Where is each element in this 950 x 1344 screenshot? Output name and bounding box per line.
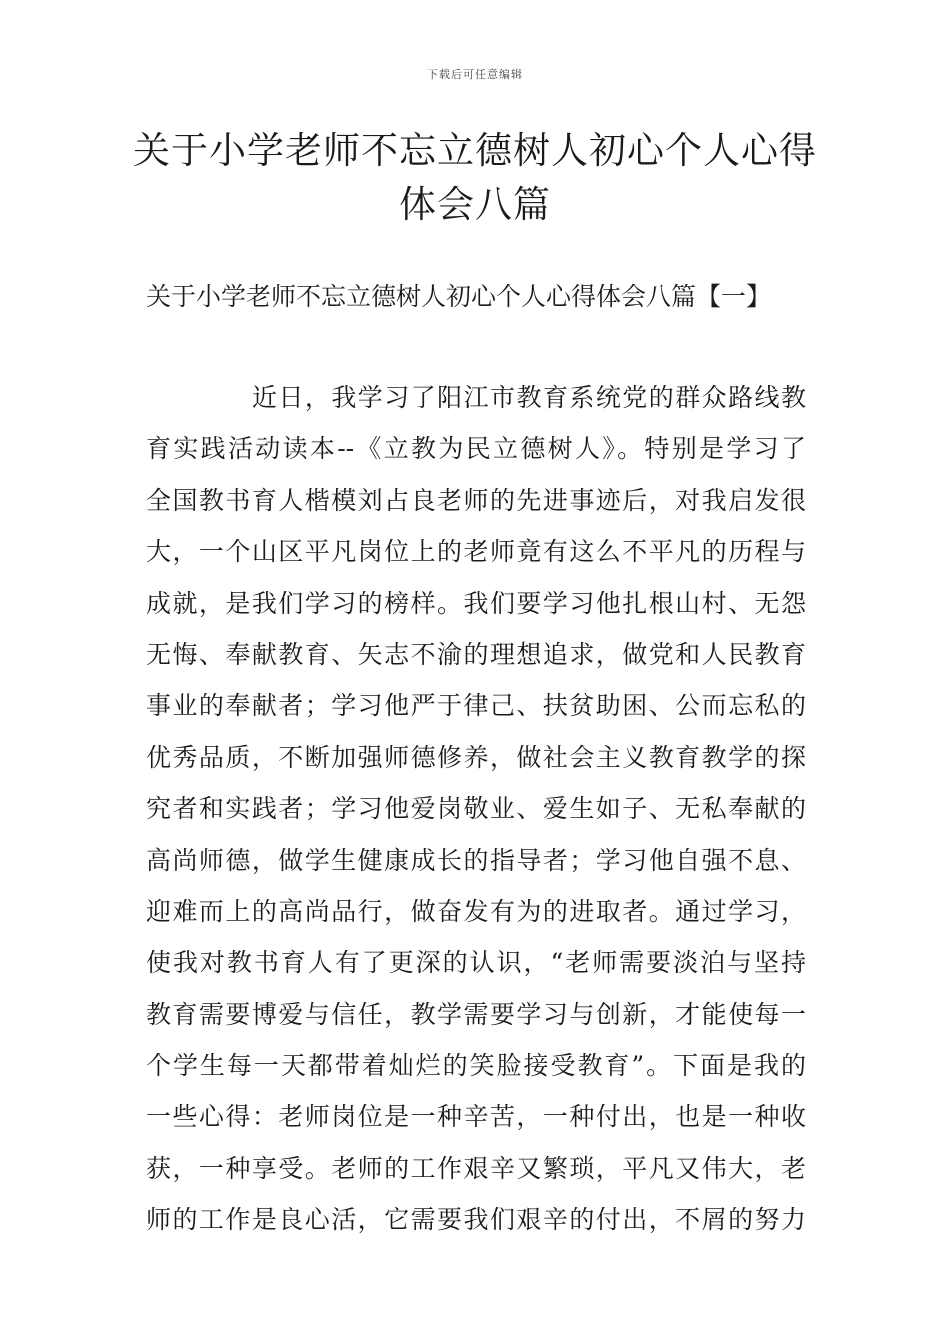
body-line: 个学生每一天都带着灿烂的笑脸接受教育”。下面是我的 [146,1051,806,1081]
header-note: 下载后可任意编辑 [427,68,523,81]
body-line: 迎难而上的高尚品行，做奋发有为的进取者。通过学习， [146,896,806,926]
body-line: 全国教书育人楷模刘占良老师的先进事迹后，对我启发很 [146,485,806,515]
body-line: 大，一个山区平凡岗位上的老师竟有这么不平凡的历程与 [146,537,806,567]
body-line: 成就，是我们学习的榜样。我们要学习他扎根山村、无怨 [146,588,806,618]
body-line: 教育需要博爱与信任，教学需要学习与创新，才能使每一 [146,999,806,1029]
body-line: 优秀品质，不断加强师德修养，做社会主义教育教学的探 [146,742,806,772]
body-line: 事业的奉献者；学习他严于律己、扶贫助困、公而忘私的 [146,691,806,721]
body-line: 究者和实践者；学习他爱岗敬业、爱生如子、无私奉献的 [146,794,806,824]
body-line: 师的工作是良心活，它需要我们艰辛的付出，不屑的努力 [146,1205,806,1235]
title-line: 关于小学老师不忘立德树人初心个人心得 [133,129,817,172]
body-line: 使我对教书育人有了更深的认识，“老师需要淡泊与坚持 [146,948,806,978]
body-paragraph [146,376,806,1250]
body-line: 高尚师德，做学生健康成长的指导者；学习他自强不息、 [146,845,806,875]
body-line: 获，一种享受。老师的工作艰辛又繁琐，平凡又伟大，老 [146,1153,806,1183]
title-line: 体会八篇 [399,183,551,226]
section-heading: 关于小学老师不忘立德树人初心个人心得体会八篇【一】 [146,282,772,311]
body-line: 近日，我学习了阳江市教育系统党的群众路线教 [252,383,806,412]
body-line: 育实践活动读本--《立教为民立德树人》。特别是学习了 [146,434,806,464]
document-title [120,124,830,232]
body-line: 一些心得：老师岗位是一种辛苦，一种付出，也是一种收 [146,1102,806,1132]
body-line: 无悔、奉献教育、矢志不渝的理想追求，做党和人民教育 [146,639,806,669]
